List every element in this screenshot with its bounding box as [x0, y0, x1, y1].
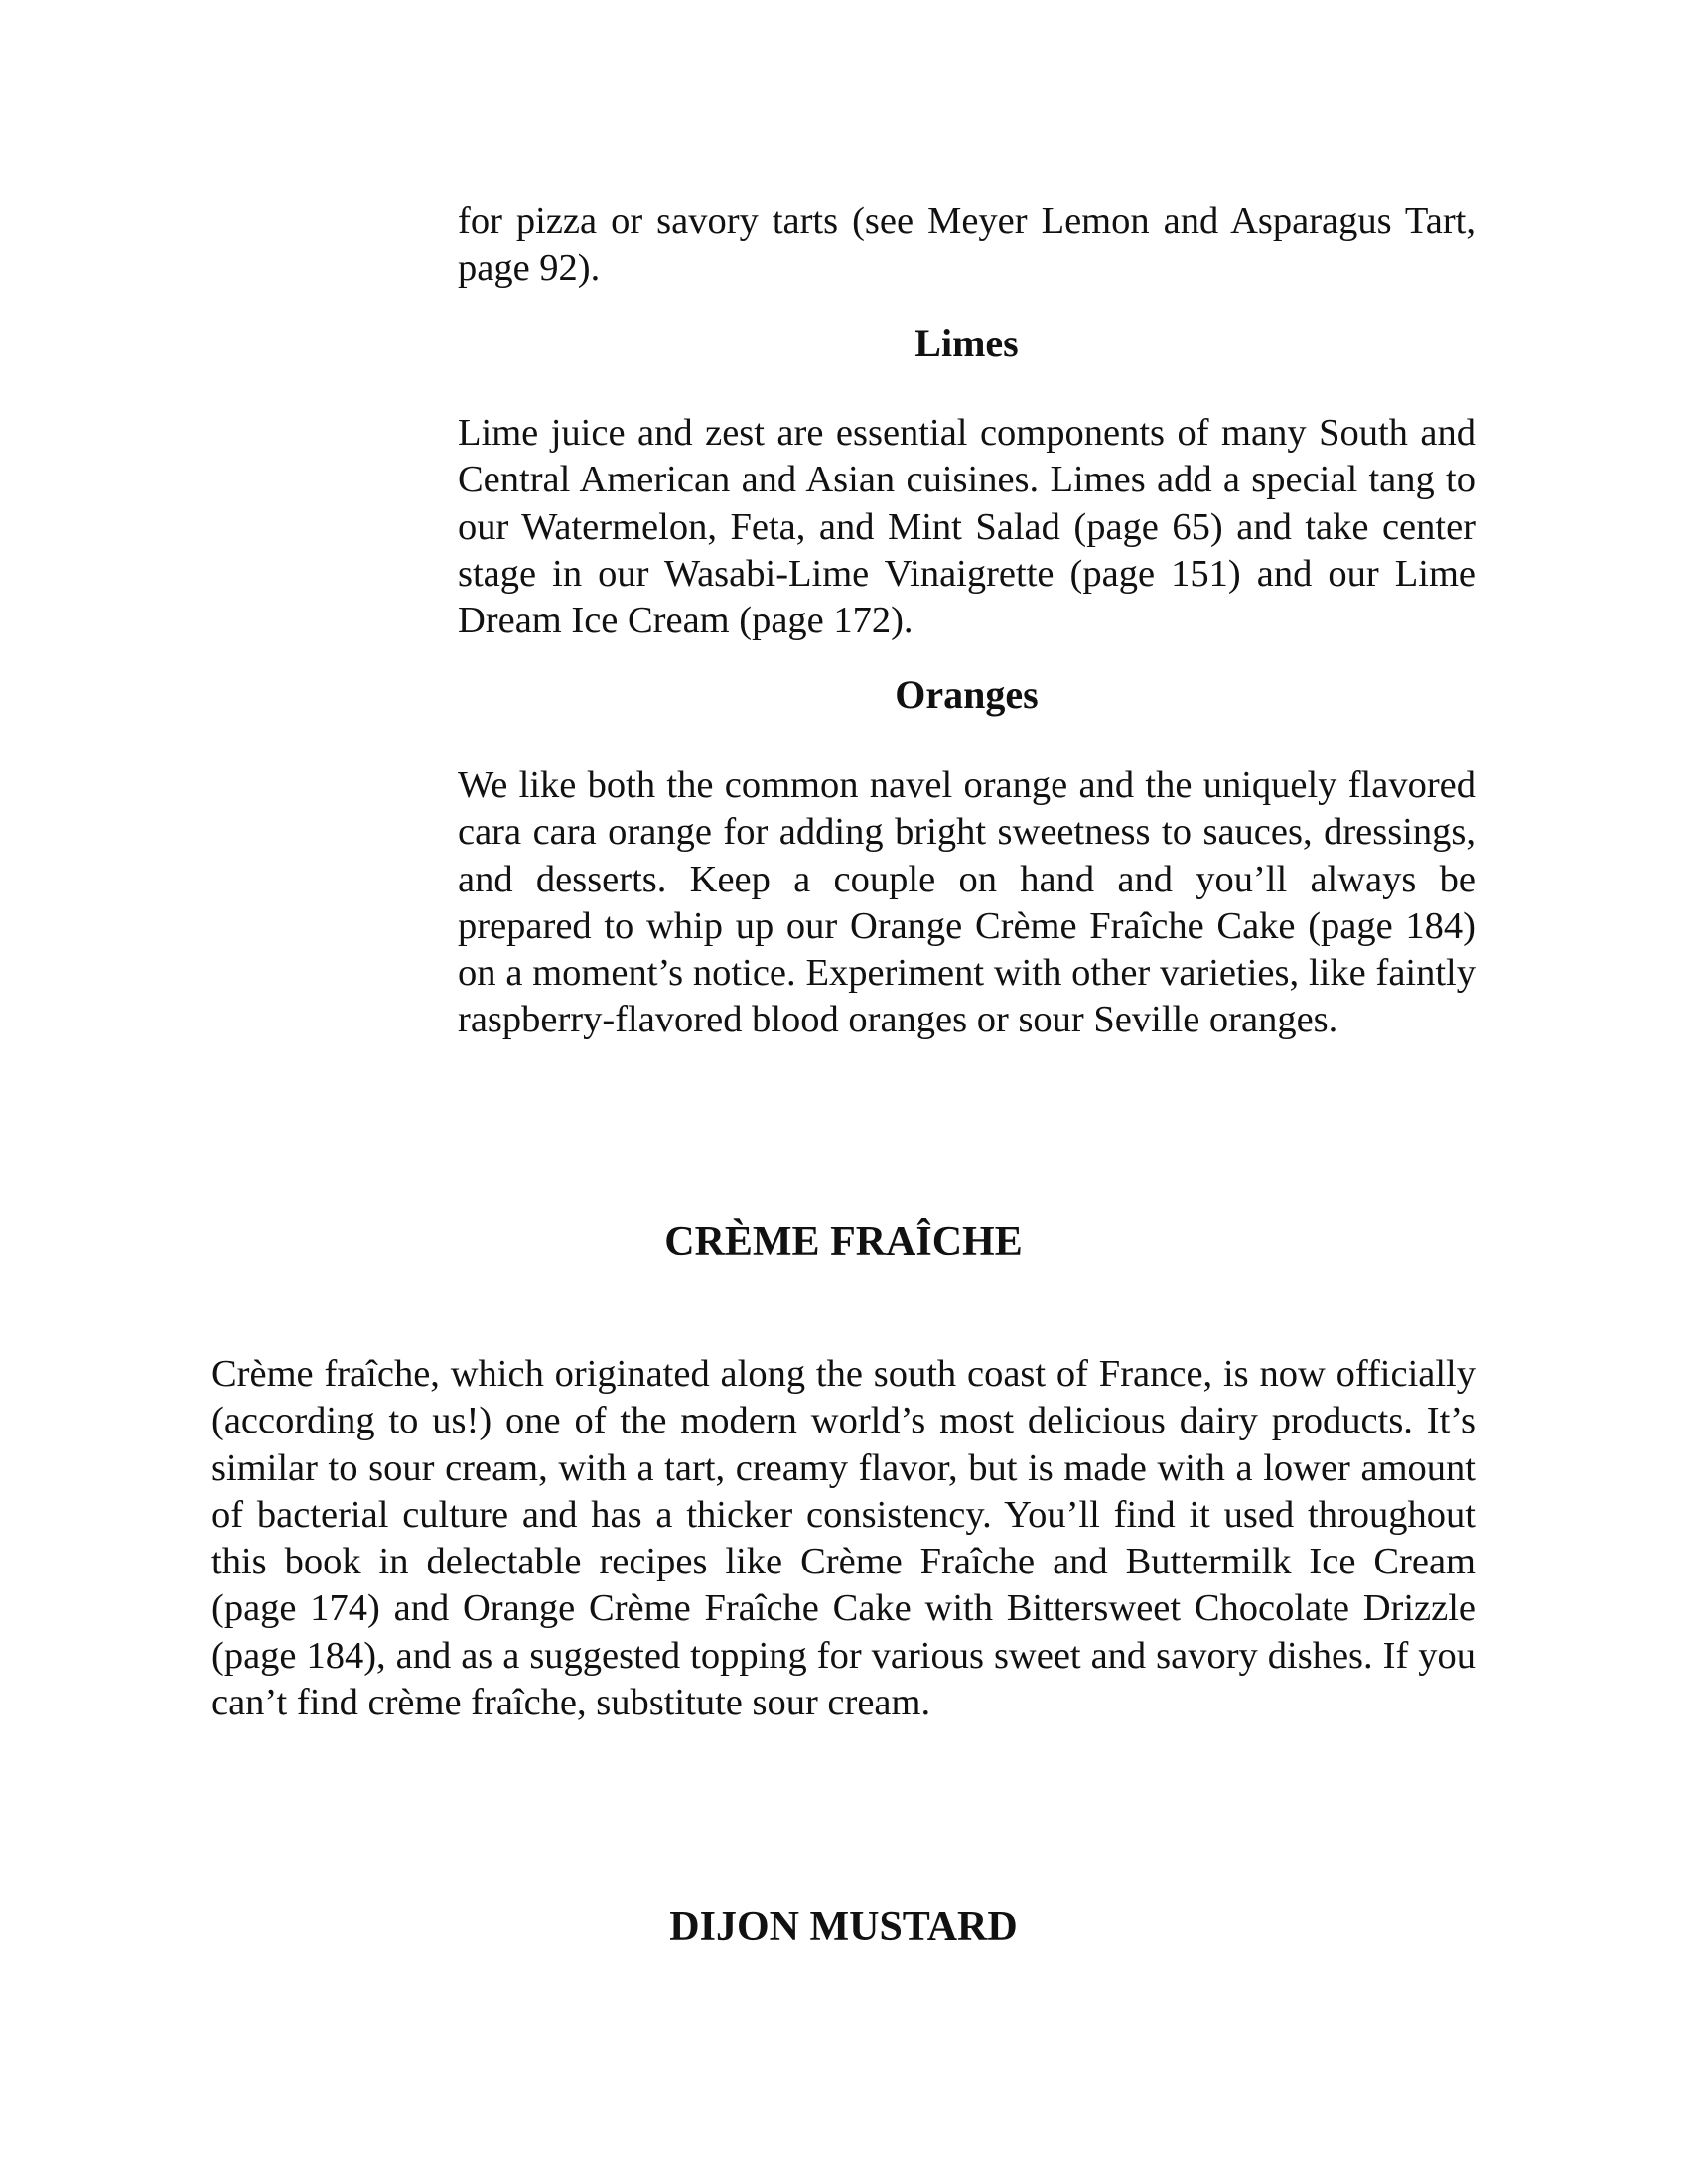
oranges-paragraph: We like both the common navel orange and the uniquely flavored cara cara orange for adding bright sweetness to sauces, dressings, and desserts. Keep a couple on hand and you’ll always be prepared to whip up our Orange Crème Fraîche Cake (page 184) on a moment’s notice. Experiment with other varieties, like faintly raspberry-flavored blood oranges or sour Seville oranges.	[458, 764, 1476, 1041]
limes-heading: Limes	[914, 321, 1019, 365]
oranges-heading: Oranges	[895, 672, 1039, 717]
creme-fraiche-paragraph: Crème fraîche, which originated along the south coast of France, is now officially (according to us!) one of the modern world’s most delicious dairy products. It’s similar to sour cream, with a tart, creamy flavor, but is made with a lower amount of bacterial culture and has a thicker consistency. You’ll find it used throughout this book in delectable recipes like Crème Fraîche and Buttermilk Ice Cream (page 174) and Orange Crème Fraîche Cake with Bittersweet Chocolate Drizzle (page 184), and as a suggested topping for various sweet and savory dishes. If you can’t find crème fraîche, substitute sour cream.	[211, 1353, 1476, 1724]
dijon-mustard-heading: DIJON MUSTARD	[669, 1904, 1018, 1950]
intro-paragraph: for pizza or savory tarts (see Meyer Lemon and Asparagus Tart, page 92).	[458, 201, 1476, 290]
limes-paragraph: Lime juice and zest are essential components of many South and Central American and Asian cuisines. Limes add a special tang to our Watermelon, Feta, and Mint Salad (page 65) and take center stage in our Wasabi-Lime Vinaigrette (page 151) and our Lime Dream Ice Cream (page 172).	[458, 412, 1476, 642]
creme-fraiche-heading: CRÈME FRAÎCHE	[664, 1219, 1023, 1265]
